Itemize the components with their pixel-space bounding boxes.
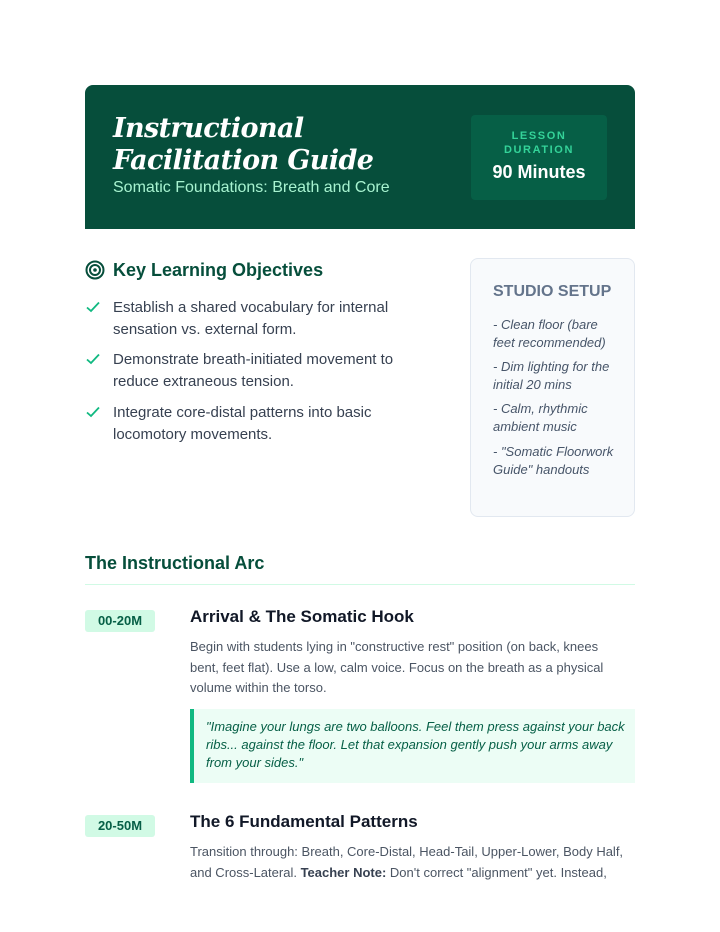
- duration-label: LESSON DURATION: [503, 130, 575, 156]
- setup-item: - "Somatic Floorwork Guide" handouts: [493, 444, 614, 477]
- objectives-heading: [85, 258, 323, 282]
- objective-text: Establish a shared vocabulary for internal sensation vs. external form.: [113, 299, 389, 338]
- setup-item: - Clean floor (bare feet recommended): [493, 317, 606, 350]
- block-text: [190, 842, 630, 883]
- objective-text: Integrate core-distal patterns into basic locomotory movements.: [113, 404, 372, 443]
- block-title: Arrival & The Somatic Hook: [190, 607, 414, 626]
- time-badge: 20-50M: [85, 815, 155, 837]
- block-text-start: Transition through: Breath, Core-Distal, Head-Tail, Upper-Lower, Body Half, and Cross-Lateral.: [190, 844, 624, 880]
- time-badge: 00-20M: [85, 610, 155, 632]
- check-icon: [85, 404, 101, 420]
- block-text: Begin with students lying in "constructive rest" position (on back, knees bent, feet flat). Use a low, calm voice. Focus on the breath as a physical volume within the torso.: [190, 639, 604, 695]
- studio-setup-card: [470, 258, 635, 517]
- quote-text: "Imagine your lungs are two balloons. Feel them press against your back ribs... against the floor. Let that expansion gently push your arms away from your sides.": [206, 719, 625, 770]
- page-subtitle: Somatic Foundations: Breath and Core: [113, 179, 390, 196]
- block-title: The 6 Fundamental Patterns: [190, 812, 418, 831]
- objectives-title: Key Learning Objectives: [113, 259, 324, 280]
- target-icon: [85, 260, 105, 280]
- setup-item: - Calm, rhythmic ambient music: [493, 401, 588, 434]
- guide-header: [85, 85, 635, 229]
- duration-card: [471, 115, 607, 200]
- teacher-note-label: Teacher Note:: [300, 864, 387, 880]
- quote-callout: [190, 709, 635, 783]
- section-divider: [85, 584, 635, 585]
- page-title: Instructional Facilitation Guide: [113, 113, 374, 176]
- duration-value: 90 Minutes: [492, 162, 586, 182]
- block-text-end: Don't correct "alignment" yet. Instead,: [386, 864, 607, 880]
- check-icon: [85, 299, 101, 315]
- section-title: The Instructional Arc: [85, 553, 265, 573]
- setup-item: - Dim lighting for the initial 20 mins: [493, 359, 610, 392]
- setup-title: STUDIO SETUP: [493, 283, 612, 300]
- objective-text: Demonstrate breath-initiated movement to reduce extraneous tension.: [113, 351, 394, 390]
- check-icon: [85, 351, 101, 367]
